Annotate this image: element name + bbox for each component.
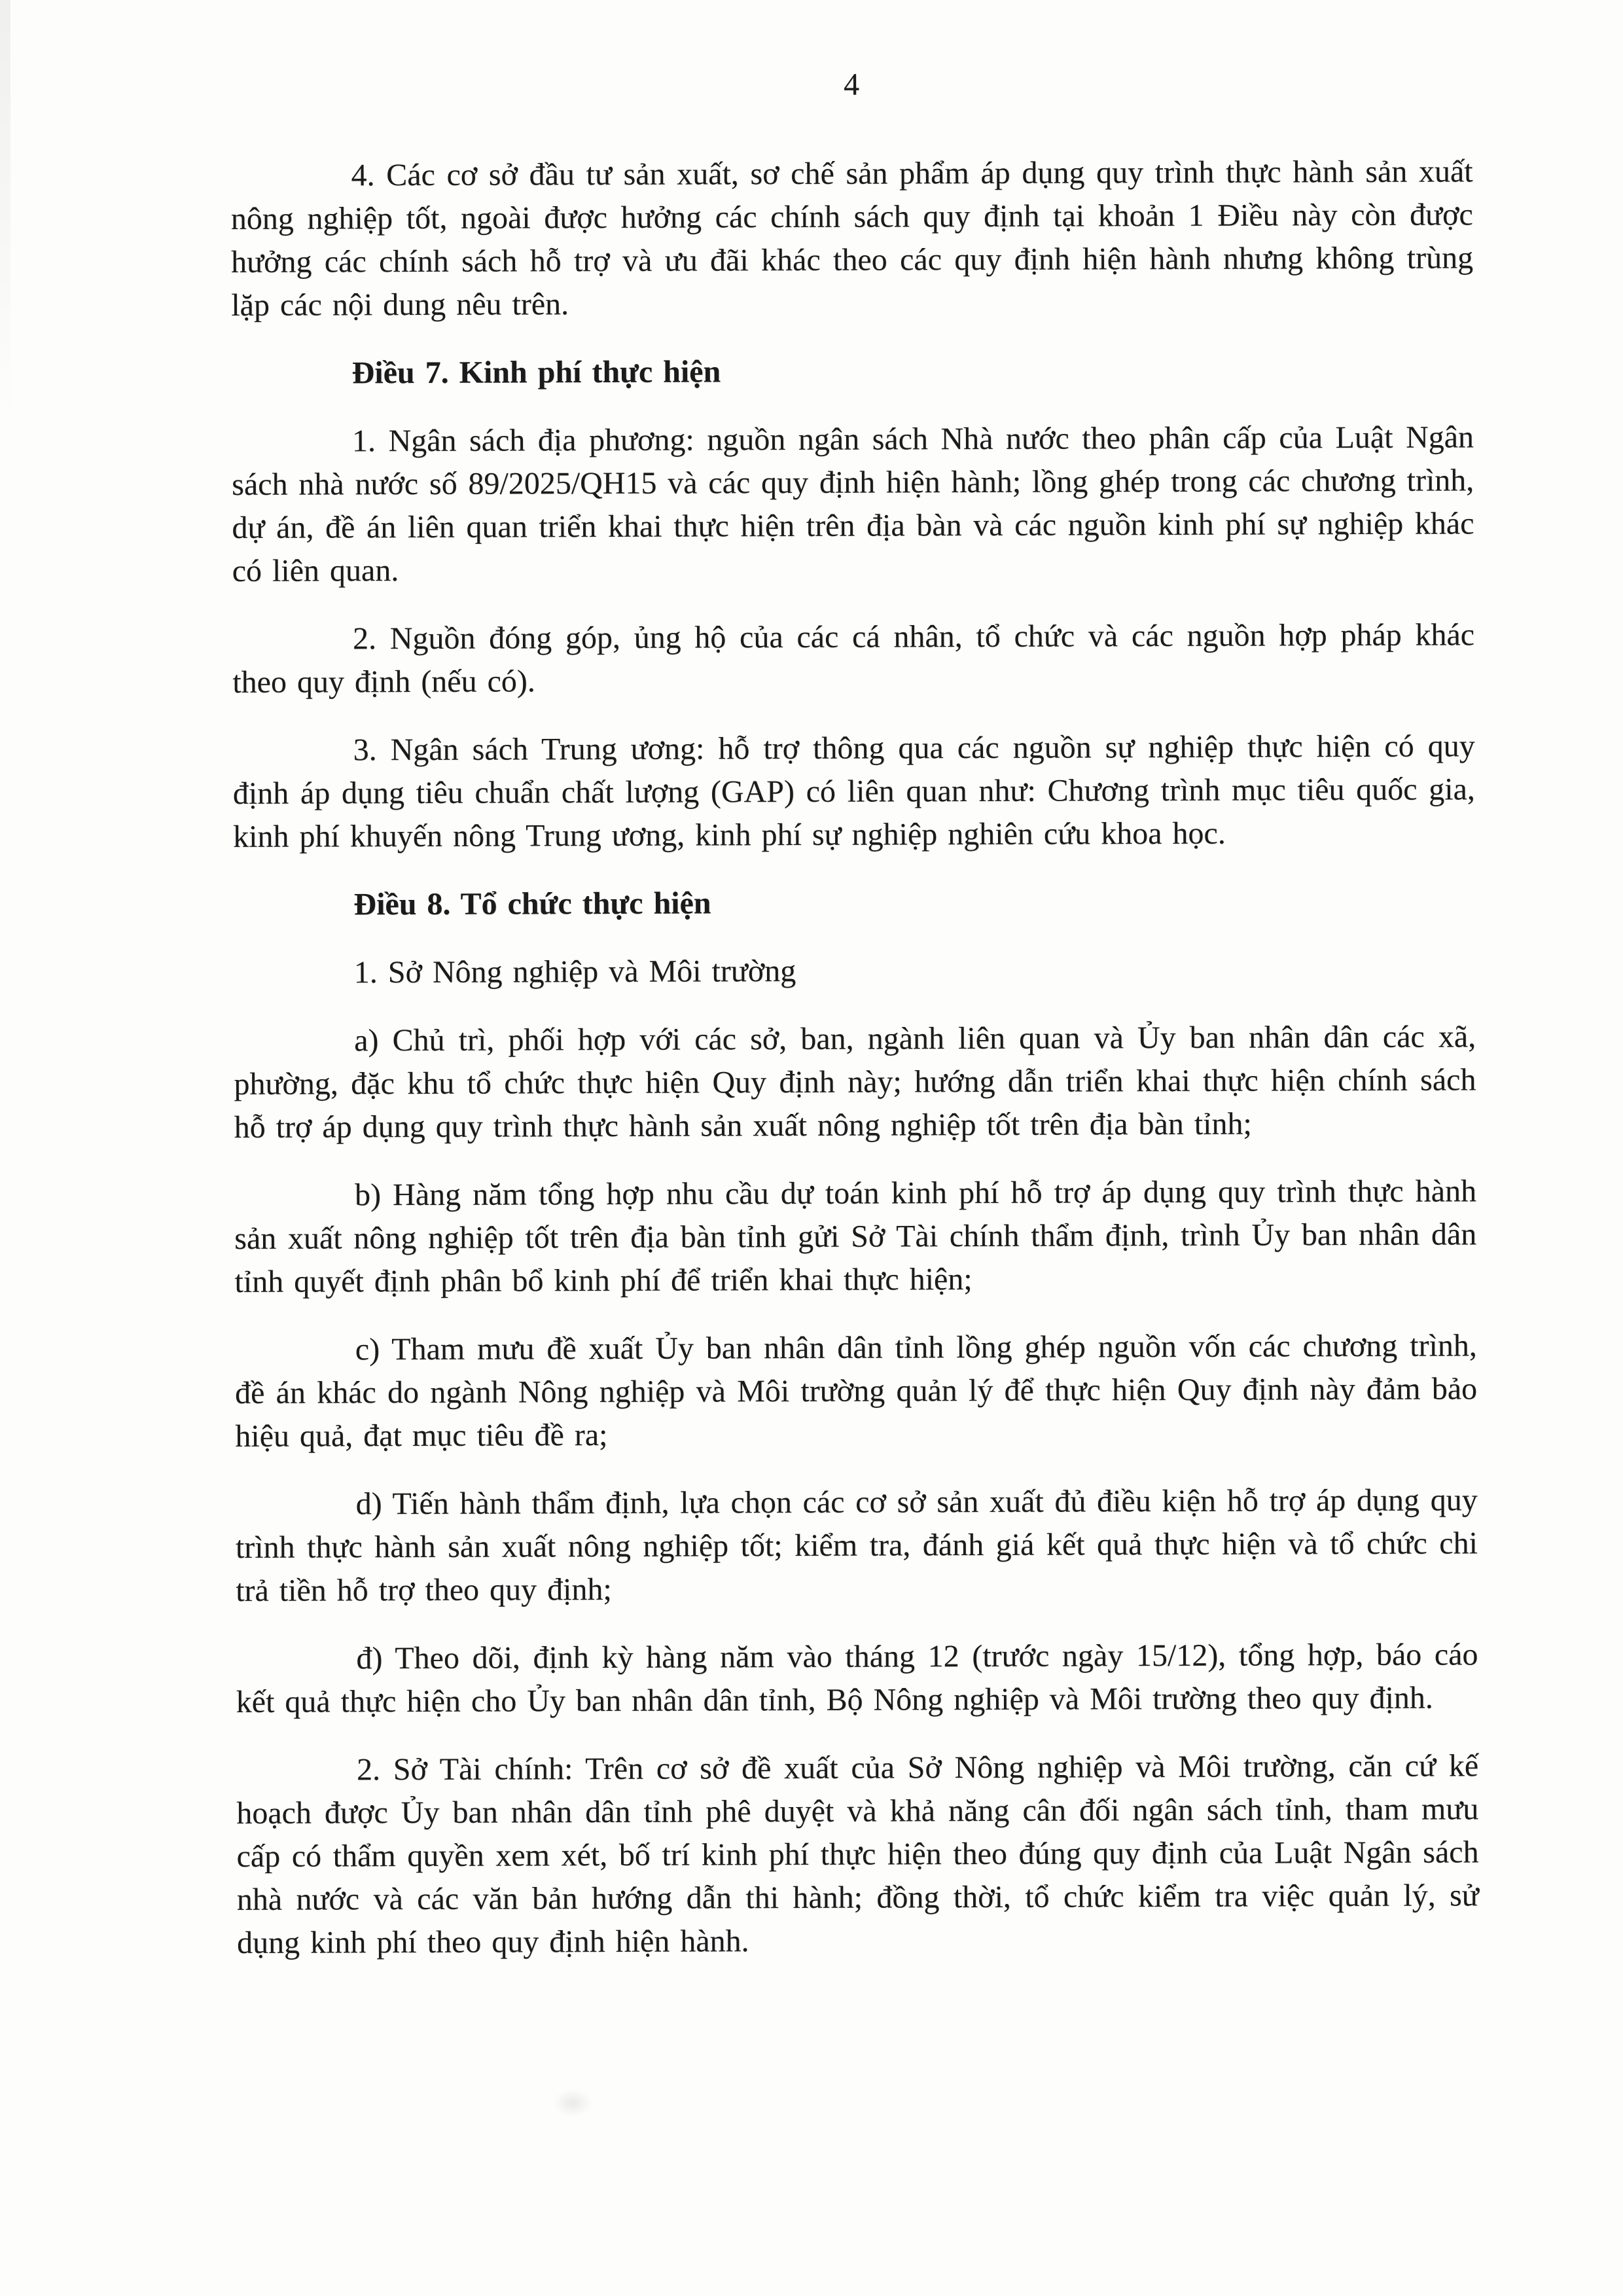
paragraph-8-1: 1. Sở Nông nghiệp và Môi trường — [353, 953, 796, 990]
paragraph-clause-4: 4. Các cơ sở đầu tư sản xuất, sơ chế sản phẩm áp dụng quy trình thực hành sản xuất nông nghiệp tốt, ngoài được hưởng các chính sách quy định tại khoản 1 Điều này còn được hưởng các chính sách hỗ trợ và ưu đãi khác theo các quy định hiện hành nhưng không trùng lặp các nội dung nêu trên. — [230, 154, 1474, 323]
paragraph-8-1d: d) Tiến hành thẩm định, lựa chọn các cơ sở sản xuất đủ điều kiện hỗ trợ áp dụng quy trình thực hành sản xuất nông nghiệp tốt; kiểm tra, đánh giá kết quả thực hiện và tổ chức chi trả tiền hỗ trợ theo quy định; — [235, 1482, 1478, 1608]
paragraph-8-1b: b) Hàng năm tổng hợp nhu cầu dự toán kinh phí hỗ trợ áp dụng quy trình thực hành sản xuất nông nghiệp tốt trên địa bàn tỉnh gửi Sở Tài chính thẩm định, trình Ủy ban nhân dân tỉnh quyết định phân bổ kinh phí để triển khai thực hiện; — [234, 1174, 1477, 1299]
scan-edge-shadow — [0, 0, 10, 419]
paragraph-8-1a: a) Chủ trì, phối hợp với các sở, ban, ngành liên quan và Ủy ban nhân dân các xã, phường, đặc khu tổ chức thực hiện Quy định này; hướng dẫn triển khai thực hiện chính sách hỗ trợ áp dụng quy trình thực hành sản xuất nông nghiệp tốt trên địa bàn tỉnh; — [234, 1019, 1476, 1145]
heading-article-8: Điều 8. Tổ chức thực hiện — [353, 886, 711, 922]
scan-smudge-artifact — [553, 2089, 592, 2117]
paragraph-7-3: 3. Ngân sách Trung ương: hỗ trợ thông qua các nguồn sự nghiệp thực hiện có quy định áp dụng tiêu chuẩn chất lượng (GAP) có liên quan như: Chương trình mục tiêu quốc gia, kinh phí khuyến nông Trung ương, kinh phí sự nghiệp nghiên cứu khoa học. — [232, 728, 1475, 854]
paragraph-8-1c: c) Tham mưu đề xuất Ủy ban nhân dân tỉnh lồng ghép nguồn vốn các chương trình, đề án khác do ngành Nông nghiệp và Môi trường quản lý để thực hiện Quy định này đảm bảo hiệu quả, đạt mục tiêu đề ra; — [234, 1328, 1478, 1454]
document-body — [230, 61, 1479, 1990]
paragraph-7-2: 2. Nguồn đóng góp, ủng hộ của các cá nhân, tổ chức và các nguồn hợp pháp khác theo quy định (nếu có). — [232, 617, 1475, 700]
paragraph-8-2: 2. Sở Tài chính: Trên cơ sở đề xuất của Sở Nông nghiệp và Môi trường, căn cứ kế hoạch được Ủy ban nhân dân tỉnh phê duyệt và khả năng cân đối ngân sách tỉnh, tham mưu cấp có thẩm quyền xem xét, bố trí kinh phí thực hiện theo đúng quy định của Luật Ngân sách nhà nước và các văn bản hướng dẫn thi hành; đồng thời, tổ chức kiểm tra việc quản lý, sử dụng kinh phí theo quy định hiện hành. — [236, 1748, 1479, 1960]
paragraph-8-1dd: đ) Theo dõi, định kỳ hàng năm vào tháng 12 (trước ngày 15/12), tổng hợp, báo cáo kết quả thực hiện cho Ủy ban nhân dân tỉnh, Bộ Nông nghiệp và Môi trường theo quy định. — [236, 1637, 1478, 1719]
heading-article-7: Điều 7. Kinh phí thực hiện — [351, 354, 721, 391]
paragraph-7-1: 1. Ngân sách địa phương: nguồn ngân sách Nhà nước theo phân cấp của Luật Ngân sách nhà nước số 89/2025/QH15 và các quy định hiện hành; lồng ghép trong các chương trình, dự án, đề án liên quan triển khai thực hiện trên địa bàn và các nguồn kinh phí sự nghiệp khác có liên quan. — [232, 420, 1474, 588]
page-number: 4 — [844, 67, 860, 102]
